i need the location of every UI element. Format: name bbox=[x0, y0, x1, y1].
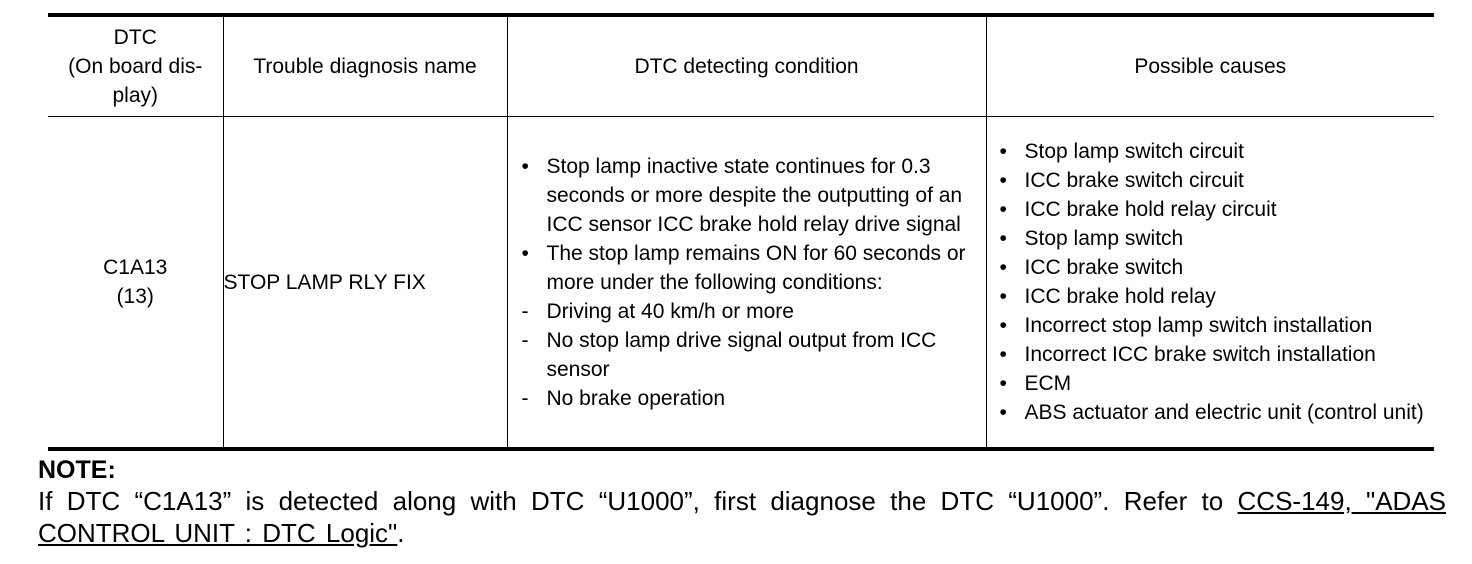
possible-causes-cell bbox=[986, 117, 1434, 450]
bullet-marker: • bbox=[999, 227, 1007, 250]
cause-text: ECM bbox=[1024, 372, 1072, 395]
note-text bbox=[38, 485, 1446, 549]
note-section bbox=[38, 455, 1446, 549]
header-dtc bbox=[48, 15, 223, 117]
bullet-marker: • bbox=[999, 343, 1007, 366]
dtc-table bbox=[48, 13, 1434, 451]
header-dtc-line-1: DTC bbox=[113, 26, 157, 49]
bullet-marker: • bbox=[999, 198, 1007, 221]
note-title: NOTE: bbox=[38, 456, 116, 484]
list-item bbox=[987, 195, 1435, 224]
cause-text: ICC brake hold relay bbox=[1024, 285, 1216, 308]
bullet-marker: • bbox=[999, 401, 1007, 424]
cause-text: ICC brake switch circuit bbox=[1024, 169, 1244, 192]
condition-text: Driving at 40 km/h or more bbox=[546, 299, 794, 323]
condition-text: No brake operation bbox=[546, 386, 726, 410]
dash-marker: - bbox=[521, 386, 529, 410]
cause-text: Incorrect ICC brake switch installation bbox=[1024, 343, 1376, 366]
header-dtc-detecting-condition-text: DTC detecting condition bbox=[634, 55, 859, 78]
bullet-marker: • bbox=[999, 256, 1007, 279]
header-possible-causes bbox=[986, 15, 1434, 117]
list-item bbox=[987, 224, 1435, 253]
trouble-diagnosis-name: STOP LAMP RLY FIX bbox=[223, 270, 426, 294]
note-text-before: If DTC “C1A13” is detected along with DTC “U1000”, first diagnose the DTC “U1000”. Refer to bbox=[38, 486, 1238, 516]
list-item bbox=[508, 152, 986, 239]
list-item bbox=[987, 253, 1435, 282]
dash-marker: - bbox=[521, 328, 529, 352]
condition-text: No stop lamp drive signal output from ICC sensor bbox=[546, 328, 937, 381]
cause-text: ICC brake switch bbox=[1024, 256, 1184, 279]
header-trouble-diagnosis-name-text: Trouble diagnosis name bbox=[253, 55, 477, 78]
list-item bbox=[987, 282, 1435, 311]
bullet-marker: • bbox=[999, 140, 1007, 163]
header-dtc-line-3: play) bbox=[112, 84, 159, 107]
list-item bbox=[987, 311, 1435, 340]
table-header-row bbox=[48, 15, 1434, 117]
list-item bbox=[987, 137, 1435, 166]
list-item bbox=[987, 398, 1435, 427]
dtc-code-cell bbox=[48, 117, 223, 450]
dash-marker: - bbox=[521, 299, 529, 323]
bullet-marker: • bbox=[999, 285, 1007, 308]
list-item bbox=[508, 326, 986, 384]
condition-text: The stop lamp remains ON for 60 seconds or more under the following conditions: bbox=[546, 241, 966, 294]
bullet-marker: • bbox=[999, 314, 1007, 337]
list-item bbox=[508, 384, 986, 413]
header-trouble-diagnosis-name bbox=[223, 15, 507, 117]
cause-text: Stop lamp switch bbox=[1024, 227, 1184, 250]
dtc-board-display-code: (13) bbox=[116, 285, 154, 308]
detecting-condition-cell bbox=[507, 117, 986, 450]
header-dtc-line-2: (On board dis- bbox=[68, 55, 203, 78]
header-possible-causes-text: Possible causes bbox=[1134, 55, 1287, 78]
cause-text: ICC brake hold relay circuit bbox=[1024, 198, 1277, 221]
header-dtc-detecting-condition bbox=[507, 15, 986, 117]
bullet-marker: • bbox=[999, 169, 1007, 192]
cause-text: Incorrect stop lamp switch installation bbox=[1024, 314, 1373, 337]
list-item bbox=[508, 297, 986, 326]
cause-text: Stop lamp switch circuit bbox=[1024, 140, 1244, 163]
possible-causes-list bbox=[987, 137, 1435, 427]
table-row bbox=[48, 117, 1434, 450]
list-item bbox=[987, 369, 1435, 398]
condition-text: Stop lamp inactive state continues for 0.3 seconds or more despite the outputting of an ICC sensor ICC brake hold relay drive signal bbox=[546, 154, 963, 236]
bullet-marker: • bbox=[521, 154, 529, 178]
cause-text: ABS actuator and electric unit (control unit) bbox=[1024, 401, 1424, 424]
reference-link[interactable]: CCS-149, "ADAS CONTROL UNIT : DTC Logic" bbox=[38, 486, 1446, 548]
list-item bbox=[987, 340, 1435, 369]
trouble-diagnosis-name-cell bbox=[223, 117, 507, 450]
detecting-condition-list bbox=[508, 152, 986, 413]
bullet-marker: • bbox=[999, 372, 1007, 395]
bullet-marker: • bbox=[521, 241, 529, 265]
list-item bbox=[508, 239, 986, 297]
list-item bbox=[987, 166, 1435, 195]
note-text-after: . bbox=[397, 518, 405, 548]
dtc-code: C1A13 bbox=[103, 256, 168, 279]
